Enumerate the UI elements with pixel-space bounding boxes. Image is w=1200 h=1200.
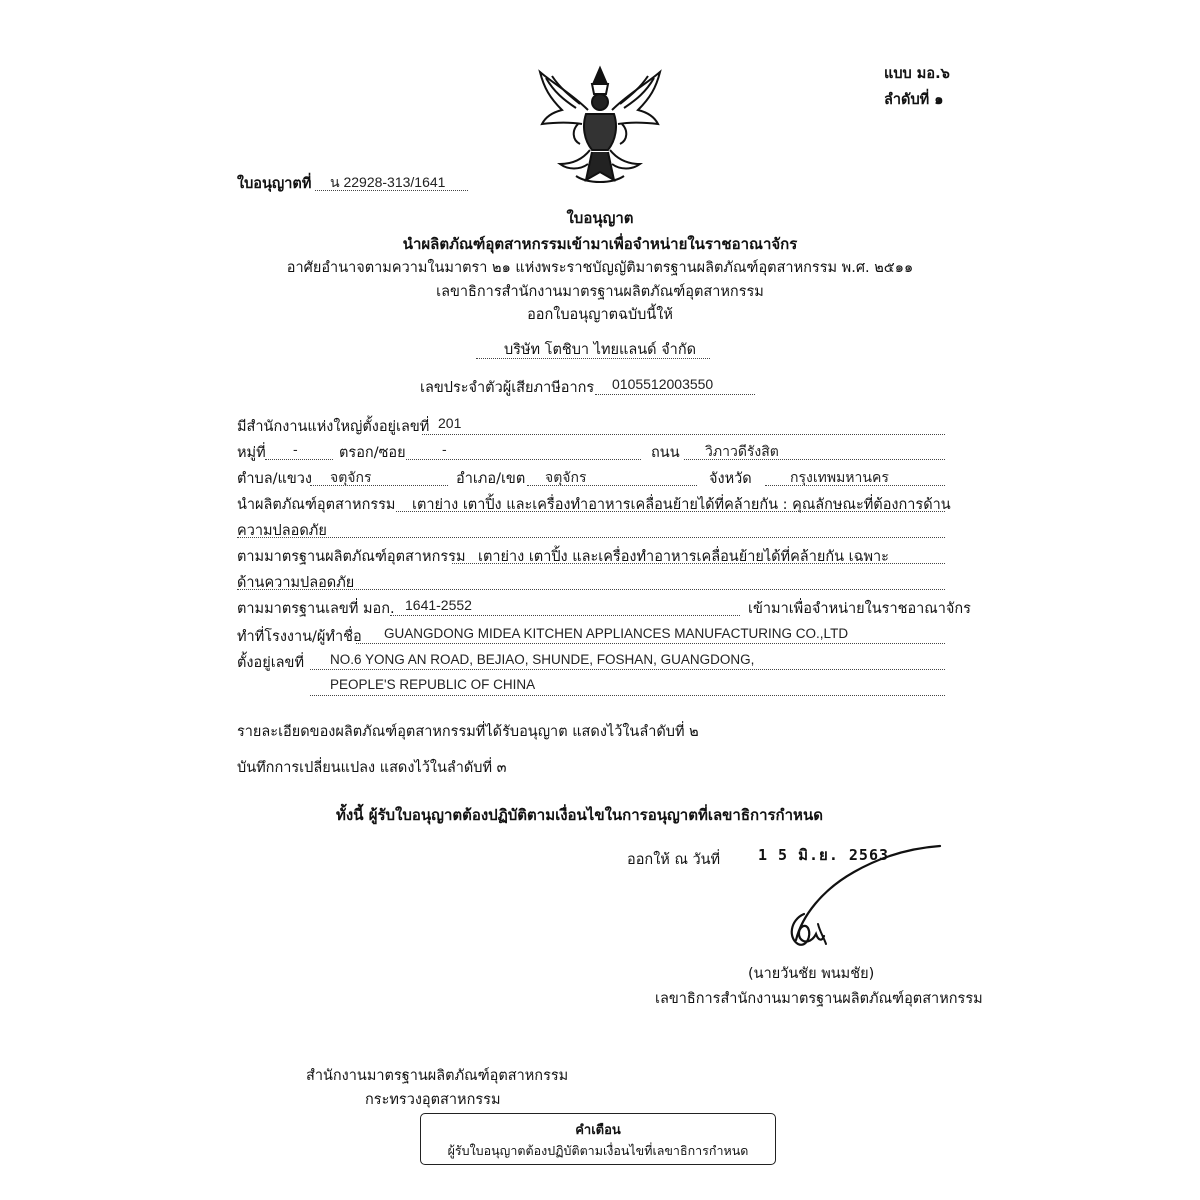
standard-no-value: 1641-2552 <box>405 597 472 613</box>
signatory-name: (นายวันชัย พนมชัย) <box>748 966 875 982</box>
tax-id-label: เลขประจำตัวผู้เสียภาษีอากร <box>420 380 595 396</box>
import-text: เข้ามาเพื่อจำหน่ายในราชอาณาจักร <box>748 601 971 617</box>
product-line-1: เตาย่าง เตาปิ้ง และเครื่องทำอาหารเคลื่อนย้ายได้ที่คล้ายกัน : คุณลักษณะที่ต้องการด้าน <box>412 497 951 513</box>
moo-value: - <box>293 441 298 457</box>
province-value: กรุงเทพมหานคร <box>790 469 889 485</box>
product-label: นำผลิตภัณฑ์อุตสาหกรรม <box>237 497 396 513</box>
standard-rule-2 <box>237 589 945 590</box>
factory-name: GUANGDONG MIDEA KITCHEN APPLIANCES MANUFACTURING CO.,LTD <box>384 626 849 641</box>
secretary-line: เลขาธิการสำนักงานมาตรฐานผลิตภัณฑ์อุตสาหกรรม <box>436 284 764 300</box>
factory-address-1: NO.6 YONG AN ROAD, BEJIAO, SHUNDE, FOSHAN, GUANGDONG, <box>330 652 755 667</box>
changes-note: บันทึกการเปลี่ยนแปลง แสดงไว้ในลำดับที่ ๓ <box>237 760 507 776</box>
province-line <box>765 485 945 486</box>
doc-title: ใบอนุญาต <box>566 209 634 227</box>
standard-no-line <box>390 615 740 616</box>
footer-office: สำนักงานมาตรฐานผลิตภัณฑ์อุตสาหกรรม <box>306 1068 569 1084</box>
license-no-line <box>315 190 468 191</box>
standard-line-1: เตาย่าง เตาปิ้ง และเครื่องทำอาหารเคลื่อนย้ายได้ที่คล้ายกัน เฉพาะ <box>478 549 889 565</box>
signature-icon <box>760 838 960 968</box>
standard-label: ตามมาตรฐานผลิตภัณฑ์อุตสาหกรรม <box>237 549 466 565</box>
office-address-line <box>422 434 945 435</box>
license-no-label: ใบอนุญาตที่ <box>237 176 312 192</box>
soi-value: - <box>442 441 447 457</box>
product-rule-2 <box>237 537 945 538</box>
standard-line-2: ด้านความปลอดภัย <box>237 575 355 591</box>
standard-no-label: ตามมาตรฐานเลขที่ มอก. <box>237 601 395 617</box>
moo-line <box>265 459 333 460</box>
subdistrict-value: จตุจักร <box>330 469 372 485</box>
page-number: ลำดับที่ ๑ <box>884 92 944 108</box>
license-no-value: น 22928-313/1641 <box>330 174 446 190</box>
company-line <box>476 358 710 359</box>
factory-label: ทำที่โรงงาน/ผู้ทำชื่อ <box>237 629 362 645</box>
factory-address-line-2 <box>310 695 945 696</box>
subdistrict-label: ตำบล/แขวง <box>237 471 313 487</box>
details-note: รายละเอียดของผลิตภัณฑ์อุตสาหกรรมที่ได้รับอนุญาต แสดงไว้ในลำดับที่ ๒ <box>237 724 699 740</box>
warning-title: คำเตือน <box>575 1123 621 1138</box>
district-line <box>527 485 697 486</box>
standard-rule-1 <box>452 563 945 564</box>
form-code: แบบ มอ.๖ <box>884 66 950 82</box>
tax-id-value: 0105512003550 <box>612 376 714 392</box>
tax-id-line <box>595 394 755 395</box>
factory-address-line-1 <box>310 669 945 670</box>
footer-ministry: กระทรวงอุตสาหกรรม <box>365 1092 501 1108</box>
road-value: วิภาวดีรังสิต <box>705 443 779 459</box>
factory-address-label: ตั้งอยู่เลขที่ <box>237 655 305 671</box>
road-line <box>684 459 945 460</box>
warning-text: ผู้รับใบอนุญาตต้องปฏิบัติตามเงื่อนไขที่เลขาธิการกำหนด <box>447 1143 749 1158</box>
soi-label: ตรอก/ซอย <box>339 445 406 461</box>
office-address-label: มีสำนักงานแห่งใหญ่ตั้งอยู่เลขที่ <box>237 419 430 435</box>
warning-box <box>420 1113 776 1165</box>
issued-label: ออกให้ ณ วันที่ <box>627 852 721 868</box>
factory-name-line <box>356 643 945 644</box>
doc-subtitle: นำผลิตภัณฑ์อุตสาหกรรมเข้ามาเพื่อจำหน่ายในราชอาณาจักร <box>402 235 798 253</box>
signatory-title: เลขาธิการสำนักงานมาตรฐานผลิตภัณฑ์อุตสาหกรรม <box>655 991 983 1007</box>
office-address-no: 201 <box>438 415 462 431</box>
condition-text: ทั้งนี้ ผู้รับใบอนุญาตต้องปฏิบัติตามเงื่อนไขในการอนุญาตที่เลขาธิการกำหนด <box>336 806 823 824</box>
road-label: ถนน <box>651 445 680 461</box>
moo-label: หมู่ที่ <box>237 445 266 461</box>
province-label: จังหวัด <box>709 471 752 487</box>
authority-line: อาศัยอำนาจตามความในมาตรา ๒๑ แห่งพระราชบัญญัติมาตรฐานผลิตภัณฑ์อุตสาหกรรม พ.ศ. ๒๕๑๑ <box>286 260 914 276</box>
district-value: จตุจักร <box>545 469 587 485</box>
product-rule-1 <box>396 511 945 512</box>
garuda-emblem-icon <box>532 64 668 190</box>
company-name: บริษัท โตชิบา ไทยแลนด์ จำกัด <box>503 342 697 358</box>
district-label: อำเภอ/เขต <box>456 471 526 487</box>
product-line-2: ความปลอดภัย <box>237 523 327 539</box>
soi-line <box>406 459 641 460</box>
issued-date: 1 5 มิ.ย. 2563 <box>758 846 890 864</box>
issue-line: ออกใบอนุญาตฉบับนี้ให้ <box>527 307 673 323</box>
factory-address-2: PEOPLE'S REPUBLIC OF CHINA <box>330 677 536 692</box>
subdistrict-line <box>310 485 448 486</box>
